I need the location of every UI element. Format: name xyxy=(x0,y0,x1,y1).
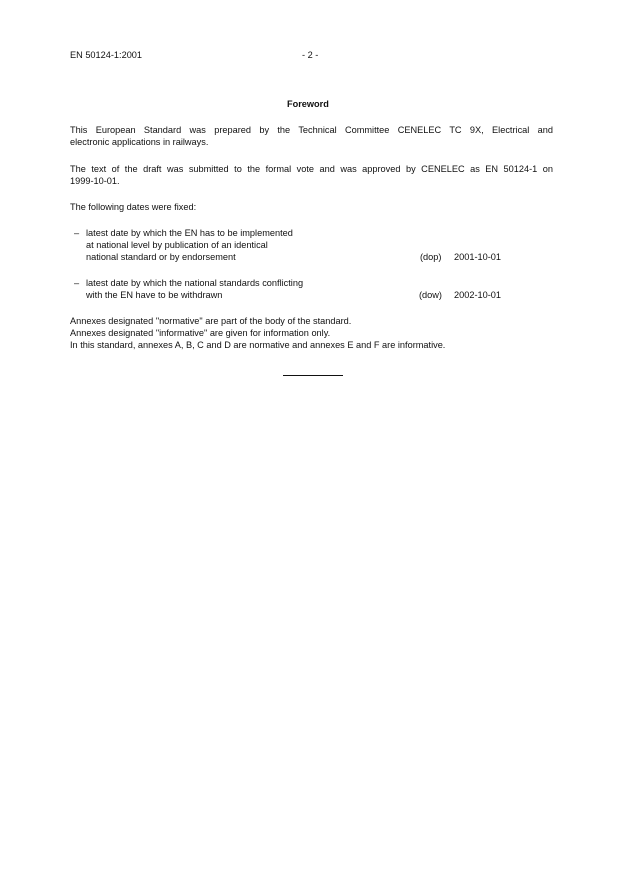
date-item-line: with the EN have to be withdrawn xyxy=(86,290,223,300)
date-code: (dow) xyxy=(419,290,442,300)
paragraph-line: electronic applications in railways. xyxy=(70,137,209,147)
annex-line: Annexes designated "informative" are given for information only. xyxy=(70,328,331,338)
section-title: Foreword xyxy=(287,99,329,109)
document-id: EN 50124-1:2001 xyxy=(70,50,143,60)
paragraph-dates-intro: The following dates were fixed: xyxy=(70,202,197,212)
date-item-line: latest date by which the national standards conflicting xyxy=(86,278,304,288)
annex-line: Annexes designated "normative" are part of the body of the standard. xyxy=(70,316,352,326)
paragraph-line: 1999-10-01. xyxy=(70,176,120,186)
bullet: – xyxy=(74,278,80,288)
date-item-line: at national level by publication of an identical xyxy=(86,240,268,250)
date-item-line: national standard or by endorsement xyxy=(86,252,236,262)
end-rule xyxy=(283,375,343,376)
paragraph-line: This European Standard was prepared by the Technical Committee CENELEC TC 9X, Electrical and xyxy=(70,125,553,135)
page-number: - 2 - xyxy=(302,50,319,60)
date-code: (dop) xyxy=(420,252,442,262)
paragraph-committee xyxy=(70,124,553,148)
date-value: 2002-10-01 xyxy=(454,290,501,300)
date-value: 2001-10-01 xyxy=(454,252,501,262)
paragraph-line: The text of the draft was submitted to the formal vote and was approved by CENELEC as EN 50124-1 on xyxy=(70,164,553,174)
date-item-line: latest date by which the EN has to be implemented xyxy=(86,228,293,238)
annex-line: In this standard, annexes A, B, C and D are normative and annexes E and F are informative. xyxy=(70,340,446,350)
bullet: – xyxy=(74,228,80,238)
paragraph-approval xyxy=(70,163,553,187)
